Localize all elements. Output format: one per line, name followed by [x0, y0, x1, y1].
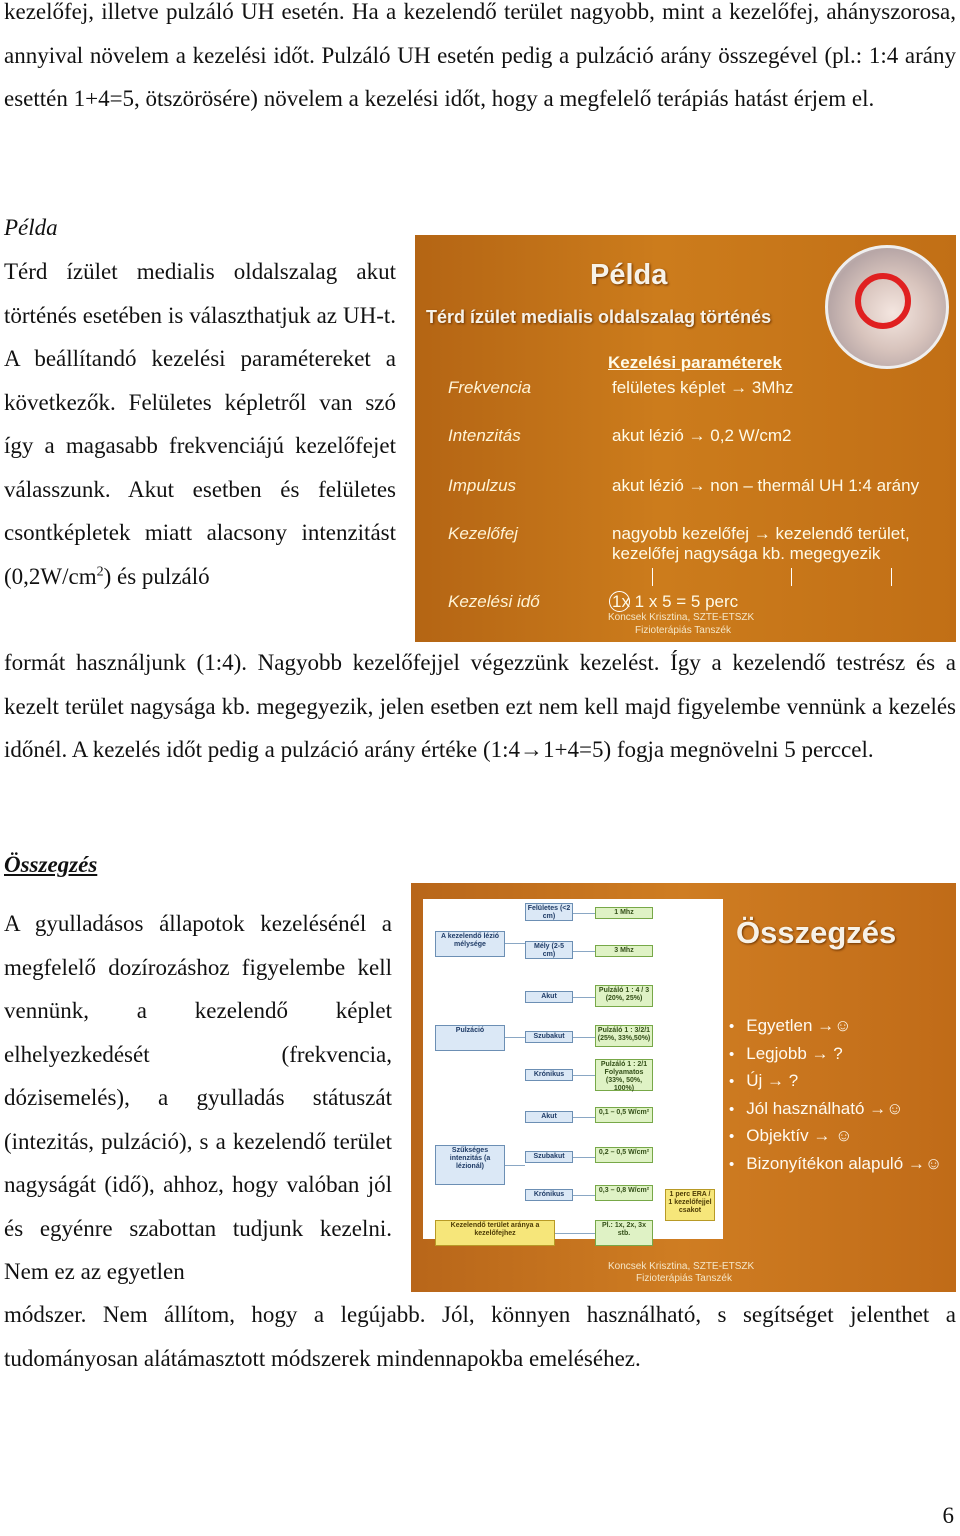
diagram-connector: [573, 951, 595, 952]
slide1-label-kezelofej: Kezelőfej: [448, 524, 518, 543]
arrow-down-3: [891, 568, 892, 586]
diagram-left-2: Pulzáció: [435, 1025, 505, 1051]
highlight-ring-icon: [855, 273, 911, 329]
diagram-right-3: Pulzáló 1 : 4 / 3 (20%, 25%): [595, 985, 653, 1007]
diagram-mid-3: Akut: [525, 991, 573, 1003]
superscript-2: 2: [96, 563, 104, 579]
slide1-value-kezelofej-1: nagyobb kezelőfej → kezelendő terület,: [612, 524, 910, 543]
dosage-flow-diagram: [423, 899, 723, 1239]
example-slide-image: [415, 235, 956, 642]
bullet-item: • Jól használható →☺: [729, 1096, 942, 1124]
diagram-right-5: Pulzáló 1 : 2/1 Folyamatos (33%, 50%, 100%): [595, 1059, 653, 1091]
slide1-label-intenzitas: Intenzitás: [448, 426, 521, 445]
summary-column-text: A gyulladásos állapotok kezelésénél a megfelelő dozírozáshoz figyelembe kell vennünk, a kezelendő képlet elhelyezkedését (frekvencia, dózisemelés), a gyulladás státuszát (intezitás, pulzáció), s a kezelendő terület nagyságát (idő), ahhoz, hogy valóban jól és egyénre szabottan tudjunk kezelni. Nem ez az egyetlen: [4, 911, 392, 1284]
example-text-b: ) és pulzáló: [103, 563, 210, 589]
circled-number-mark: [609, 591, 630, 612]
slide1-value-frekvencia: felületes képlet → 3Mhz: [612, 378, 794, 397]
diagram-right-2: 3 Mhz: [595, 945, 653, 957]
slide1-value-impulzus: akut lézió → non – thermál UH 1:4 arány: [612, 476, 920, 495]
diagram-right-9: Pl.: 1x, 2x, 3x stb.: [595, 1220, 653, 1246]
diagram-connector: [573, 913, 595, 914]
diagram-connector: [573, 997, 595, 998]
page-number: 6: [942, 1503, 954, 1528]
example-column-text: [4, 250, 396, 598]
diagram-connector: [555, 1233, 595, 1234]
slide1-title: Példa: [590, 259, 668, 291]
diagram-connector: [573, 1117, 595, 1118]
arrow-down-2: [791, 568, 792, 586]
example-continuation: formát használjunk (1:4). Nagyobb kezelőfejjel végezzünk kezelést. Így a kezelendő testrész és a kezelt terület nagysága kb. megegyezik, jelen esetben ezt nem kell majd figyelembe vennünk a kezelés időnél. A kezelés időt pedig a pulzáció arány értéke (1:4→1+4=5) fogja megnövelni 5 perccel.: [4, 650, 956, 762]
diagram-connector: [573, 1157, 595, 1158]
diagram-mid-5: Krónikus: [525, 1069, 573, 1081]
bullet-item: • Legjobb → ?: [729, 1041, 942, 1069]
slide1-credit-2: Fizioterápiás Tanszék: [635, 625, 731, 636]
arrow-down-1: [652, 568, 653, 586]
diagram-mid-8: Krónikus: [525, 1189, 573, 1201]
slide1-credit-1: Koncsek Krisztina, SZTE-ETSZK: [608, 612, 755, 623]
example-text-a: Térd ízület medialis oldalszalag akut történés esetében is választhatjuk az UH-t. A beállítandó kezelési paramétereket a következők. Felületes képletről van szó így a magasabb frekvenciájú kezelőfejet válasszunk. Akut esetben és felületes csontképletek miatt alacsony intenzitást (0,2W/cm: [4, 259, 396, 589]
bullet-item: • Egyetlen →☺: [729, 1013, 942, 1041]
diagram-mid-6: Akut: [525, 1111, 573, 1123]
slide2-title: Összegzés: [736, 915, 897, 950]
summary-continuation: módszer. Nem állítom, hogy a legújabb. Jól, könnyen használható, s segítséget jelenthet a tudományosan alátámasztott módszerek mindennapokba emeléséhez.: [4, 1302, 956, 1371]
diagram-connector: [573, 1075, 595, 1076]
diagram-connector: [573, 1195, 595, 1196]
diagram-mid-4: Szubakut: [525, 1031, 573, 1043]
slide2-credit-2: Fizioterápiás Tanszék: [636, 1273, 732, 1284]
diagram-right-4: Pulzáló 1 : 3/2/1 (25%, 33%,50%): [595, 1025, 653, 1047]
diagram-connector: [573, 1037, 595, 1038]
diagram-left-4: Kezelendő terület aránya a kezelőfejhez: [435, 1220, 555, 1246]
diagram-connector: [505, 943, 525, 944]
diagram-note: 1 perc ERA / 1 kezelőfejjel csakot: [665, 1189, 715, 1221]
slide1-params-header: Kezelési paraméterek: [608, 353, 782, 372]
slide1-value-kezelofej-2: kezelőfej nagysága kb. megegyezik: [612, 544, 881, 563]
bullet-item: • Objektív → ☺: [729, 1123, 942, 1151]
diagram-connector: [505, 1165, 525, 1166]
intro-paragraph: kezelőfej, illetve pulzáló UH esetén. Ha a kezelendő terület nagyobb, mint a kezelőfej, ahányszorosa, annyival növelem a kezelési időt. Pulzáló UH esetén pedig a pulzáció arány összegével (pl.: 1:4 arány esettén 1+4=5, ötszörösére) növelem a kezelési időt, hogy a megfelelő terápiás hatást érjem el.: [4, 0, 956, 111]
bullet-item: • Új → ?: [729, 1068, 942, 1096]
diagram-left-3: Szűkséges intenzitás (a lézionál): [435, 1145, 505, 1185]
slide2-bullet-list: [729, 1013, 942, 1178]
diagram-right-7: 0,2 – 0,5 W/cm²: [595, 1147, 653, 1163]
example-heading: Példa: [4, 215, 58, 240]
diagram-right-6: 0,1 – 0,5 W/cm²: [595, 1107, 653, 1123]
slide2-credit-1: Koncsek Krisztina, SZTE-ETSZK: [608, 1261, 755, 1272]
slide1-label-impulzus: Impulzus: [448, 476, 517, 495]
diagram-right-1: 1 Mhz: [595, 907, 653, 919]
diagram-connector: [505, 1037, 525, 1038]
slide1-value-kezelesi-ido: 1x 1 x 5 = 5 perc: [612, 592, 739, 611]
summary-slide-image: [411, 883, 956, 1292]
slide1-label-frekvencia: Frekvencia: [448, 378, 532, 397]
bullet-item: • Bizonyítékon alapuló →☺: [729, 1151, 942, 1179]
slide1-value-intenzitas: akut lézió → 0,2 W/cm2: [612, 426, 792, 445]
slide1-label-kezelesi-ido: Kezelési idő: [448, 592, 540, 611]
summary-heading: Összegzés: [4, 852, 98, 877]
diagram-left-1: A kezelendő lézió mélysége: [435, 931, 505, 957]
slide1-subtitle: Térd ízület medialis oldalszalag történés: [426, 307, 772, 327]
diagram-mid-7: Szubakut: [525, 1151, 573, 1163]
diagram-mid-2: Mély (2-5 cm): [525, 941, 573, 959]
diagram-right-8: 0,3 – 0,8 W/cm²: [595, 1185, 653, 1201]
diagram-mid-1: Felületes (<2 cm): [525, 903, 573, 921]
